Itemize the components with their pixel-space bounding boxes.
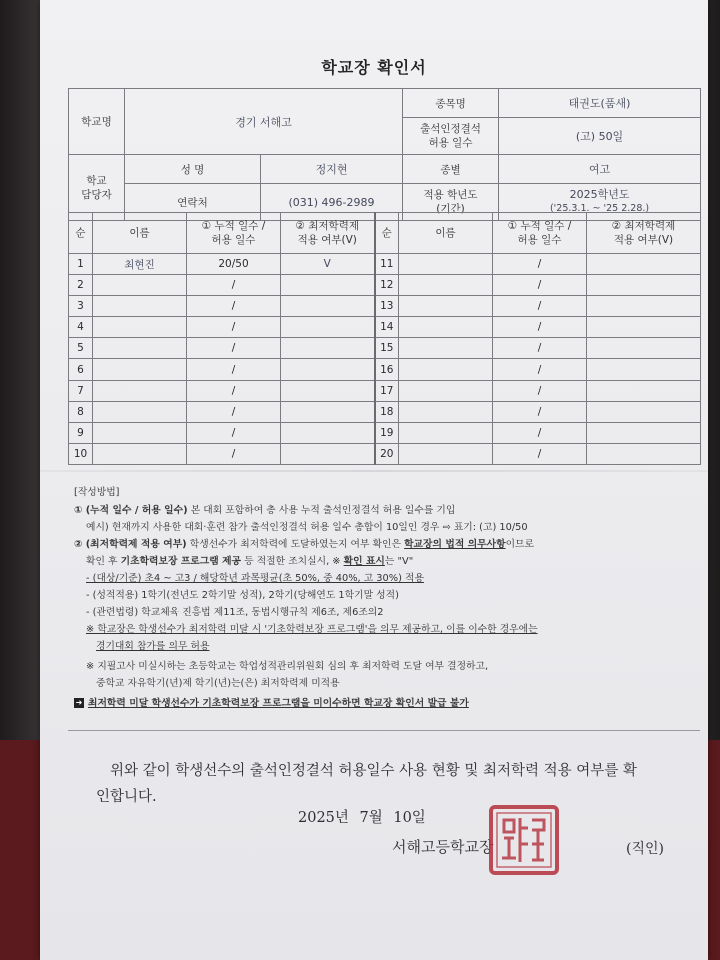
event-label: 종목명: [403, 89, 499, 118]
note-target: - (대상/기준) 초4 ~ 고3 / 해당학년 과목평균(초 50%, 중 40%, 고 30%) 적용: [86, 573, 424, 584]
roster-cell-name[interactable]: [93, 275, 187, 296]
contact-value: (031) 496-2989: [261, 184, 403, 221]
confirmation-text: [96, 758, 710, 810]
note-grades: - (성적적용) 1학기(전년도 2학기말 성적), 2학기(당해연도 1학기말 성적): [86, 590, 399, 601]
roster-cell-min[interactable]: [281, 338, 375, 359]
roster-cell-min[interactable]: [281, 317, 375, 338]
roster-cell-days[interactable]: /: [187, 317, 281, 338]
info-table: [68, 88, 701, 221]
table-row: [69, 401, 701, 422]
type-label: 종별: [403, 155, 499, 184]
table-row: [69, 422, 701, 443]
note-principal: ※ 학교장은 학생선수가 최저학력 미달 시 '기초학력보장 프로그램'을 의무 제공하고, 이를 이수한 경우에는: [86, 624, 538, 635]
table-row: [69, 443, 701, 464]
roster-header-days: ① 누적 일수 / 허용 일수: [187, 213, 281, 254]
roster-cell-no[interactable]: 13: [375, 296, 399, 317]
seal-label: (직인): [626, 841, 664, 857]
roster-cell-name[interactable]: [399, 380, 493, 401]
table-row: [69, 338, 701, 359]
table-row: [69, 359, 701, 380]
roster-cell-min[interactable]: [587, 422, 701, 443]
roster-header-no: 순: [375, 213, 399, 254]
roster-cell-days[interactable]: /: [493, 317, 587, 338]
name-value: 정지현: [261, 155, 403, 184]
roster-cell-min[interactable]: [281, 380, 375, 401]
note-elementary-cont: 중학교 자유학기(년)제 학기(년)는(은) 최저학력제 미적용: [96, 678, 340, 689]
contact-label: 연락처: [125, 184, 261, 221]
roster-cell-no[interactable]: 14: [375, 317, 399, 338]
table-row: [69, 296, 701, 317]
days-value: (고) 50일: [499, 118, 701, 155]
roster-cell-days[interactable]: /: [187, 338, 281, 359]
roster-cell-days[interactable]: /: [187, 401, 281, 422]
roster-cell-no[interactable]: 12: [375, 275, 399, 296]
roster-cell-days[interactable]: /: [493, 275, 587, 296]
note-elementary: ※ 지필고사 미실시하는 초등학교는 학업성적관리위원회 심의 후 최저학력 도달 여부 결정하고,: [86, 661, 489, 672]
roster-cell-days[interactable]: /: [493, 422, 587, 443]
roster-cell-days[interactable]: 20/50: [187, 254, 281, 275]
roster-cell-days[interactable]: /: [493, 401, 587, 422]
roster-cell-name[interactable]: [93, 296, 187, 317]
roster-cell-days[interactable]: /: [493, 359, 587, 380]
roster-cell-no[interactable]: 10: [69, 443, 93, 464]
roster-cell-days[interactable]: /: [493, 254, 587, 275]
roster-header-days: ① 누적 일수 / 허용 일수: [493, 213, 587, 254]
roster-cell-no[interactable]: 9: [69, 422, 93, 443]
roster-cell-name[interactable]: [93, 359, 187, 380]
roster-cell-min[interactable]: [281, 422, 375, 443]
confirmation-line-2: 인합니다.: [96, 789, 157, 805]
roster-cell-name[interactable]: 최현진: [93, 254, 187, 275]
roster-header-row: [69, 213, 701, 254]
roster-cell-no[interactable]: 16: [375, 359, 399, 380]
roster-cell-min[interactable]: [587, 254, 701, 275]
roster-cell-days[interactable]: /: [187, 359, 281, 380]
roster-cell-no[interactable]: 15: [375, 338, 399, 359]
roster-cell-name[interactable]: [399, 422, 493, 443]
roster-cell-days[interactable]: /: [187, 443, 281, 464]
roster-cell-min[interactable]: [281, 275, 375, 296]
roster-cell-name[interactable]: [399, 359, 493, 380]
instructions-heading: [작성방법]: [74, 487, 120, 498]
roster-cell-no[interactable]: 11: [375, 254, 399, 275]
roster-cell-min[interactable]: [587, 359, 701, 380]
roster-cell-name[interactable]: [93, 380, 187, 401]
roster-cell-no[interactable]: 20: [375, 443, 399, 464]
year-value-main: 2025학년도: [569, 188, 630, 201]
days-label: 출석인정결석 허용 일수: [403, 118, 499, 155]
roster-cell-min[interactable]: [281, 443, 375, 464]
roster-cell-min[interactable]: [587, 401, 701, 422]
year-label: 적용 학년도 (기간): [403, 184, 499, 221]
instructions: [74, 484, 694, 712]
table-row: [69, 254, 701, 275]
roster-cell-days[interactable]: /: [493, 380, 587, 401]
official-seal-icon: [488, 804, 560, 876]
roster-cell-name[interactable]: [399, 275, 493, 296]
confirmation-line-1: 위와 같이 학생선수의 출석인정결석 허용일수 사용 현황 및 최저학력 적용 여부를 확: [110, 763, 637, 779]
roster-cell-name[interactable]: [93, 338, 187, 359]
school-value: 경기 서해고: [125, 89, 403, 155]
roster-cell-no[interactable]: 4: [69, 317, 93, 338]
roster-cell-name[interactable]: [399, 296, 493, 317]
roster-cell-days[interactable]: /: [187, 296, 281, 317]
roster-cell-no[interactable]: 8: [69, 401, 93, 422]
roster-cell-no[interactable]: 17: [375, 380, 399, 401]
roster-cell-name[interactable]: [93, 422, 187, 443]
roster-cell-days[interactable]: /: [187, 275, 281, 296]
roster-cell-name[interactable]: [93, 317, 187, 338]
name-label: 성 명: [125, 155, 261, 184]
note-1-example: 예시) 현재까지 사용한 대회·훈련 참가 출석인정결석 허용 일수 총합이 10일인 경우 ⇨ 표기: (고) 10/50: [86, 522, 528, 533]
roster-header-name: 이름: [93, 213, 187, 254]
table-row: [69, 275, 701, 296]
issue-date: 2025년 7월 10일: [298, 810, 426, 826]
divider: [68, 730, 700, 731]
roster-cell-name[interactable]: [399, 443, 493, 464]
note-2-cont: 확인 후 기초학력보장 프로그램 제공 등 적절한 조치실시, ※ 확인 표시는 "V": [86, 556, 414, 567]
note-law: - (관련법령) 학교체육 진흥법 제11조, 동법시행규칙 제6조, 제6조의2: [86, 607, 384, 618]
roster-cell-min[interactable]: [281, 359, 375, 380]
roster-header-no: 순: [69, 213, 93, 254]
roster-cell-min[interactable]: [587, 380, 701, 401]
paper-fold-line: [40, 470, 708, 472]
arrow-icon: ➜: [75, 698, 83, 707]
roster-cell-no[interactable]: 2: [69, 275, 93, 296]
note-principal-cont: 경기대회 참가를 의무 허용: [96, 641, 210, 652]
staff-label: 학교 담당자: [69, 155, 125, 221]
event-value: 태권도(품새): [499, 89, 701, 118]
roster-cell-no[interactable]: 19: [375, 422, 399, 443]
roster-cell-no[interactable]: 6: [69, 359, 93, 380]
school-name: 서해고등학교장: [392, 838, 494, 856]
roster-cell-min[interactable]: [281, 296, 375, 317]
roster-cell-days[interactable]: /: [187, 380, 281, 401]
roster-cell-name[interactable]: [93, 401, 187, 422]
note-2: ② (최저학력제 적용 여부) 학생선수가 최저학력에 도달하였는지 여부 확인은 학교장의 법적 의무사항이므로: [74, 539, 534, 550]
roster-cell-days[interactable]: /: [493, 296, 587, 317]
roster-cell-no[interactable]: 5: [69, 338, 93, 359]
roster-cell-days[interactable]: /: [493, 443, 587, 464]
roster-header-name: 이름: [399, 213, 493, 254]
table-row: [69, 317, 701, 338]
roster-cell-name[interactable]: [93, 443, 187, 464]
roster-cell-name[interactable]: [399, 254, 493, 275]
roster-cell-min[interactable]: [281, 401, 375, 422]
school-label: 학교명: [69, 89, 125, 155]
roster-cell-name[interactable]: [399, 338, 493, 359]
type-value: 여고: [499, 155, 701, 184]
year-period: ('25.3.1. ~ '25 2.28.): [549, 203, 650, 214]
note-warning: ➜ 최저학력 미달 학생선수가 기초학력보장 프로그램을 미이수하면 학교장 확인서 발급 불가: [75, 698, 469, 709]
document-title: 학교장 확인서: [321, 58, 427, 77]
roster-cell-min[interactable]: [587, 338, 701, 359]
roster-cell-min[interactable]: [587, 317, 701, 338]
roster-cell-no[interactable]: 3: [69, 296, 93, 317]
roster-table: [68, 212, 701, 465]
table-row: [69, 380, 701, 401]
roster-cell-name[interactable]: [399, 401, 493, 422]
roster-cell-no[interactable]: 18: [375, 401, 399, 422]
roster-header-min: ② 최저학력제 적용 여부(V): [587, 213, 701, 254]
roster-header-min: ② 최저학력제 적용 여부(V): [281, 213, 375, 254]
roster-cell-min[interactable]: [587, 275, 701, 296]
roster-cell-min[interactable]: [587, 443, 701, 464]
note-1: ① (누적 일수 / 허용 일수) 본 대회 포함하여 총 사용 누적 출석인정결석 허용 일수를 기입: [74, 505, 456, 516]
roster-cell-min[interactable]: V: [281, 254, 375, 275]
roster-cell-name[interactable]: [399, 317, 493, 338]
roster-cell-no[interactable]: 1: [69, 254, 93, 275]
document-paper: [40, 0, 708, 960]
roster-cell-days[interactable]: /: [493, 338, 587, 359]
roster-cell-days[interactable]: /: [187, 422, 281, 443]
roster-cell-min[interactable]: [587, 296, 701, 317]
roster-cell-no[interactable]: 7: [69, 380, 93, 401]
